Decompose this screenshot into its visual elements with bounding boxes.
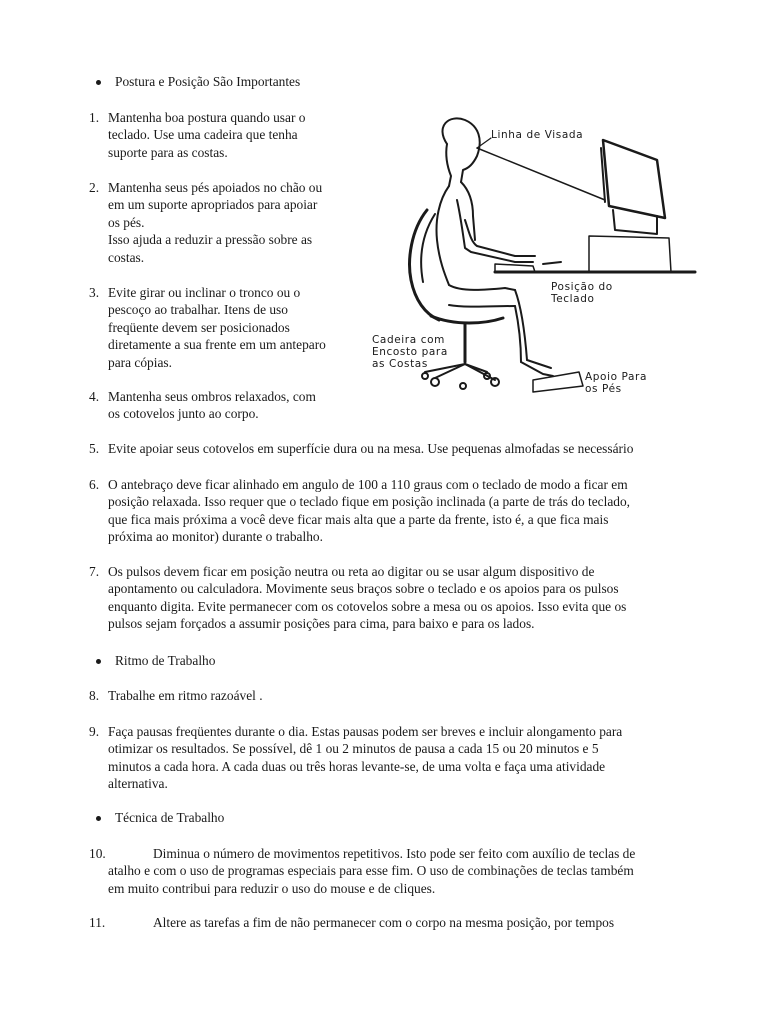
list-item-text: Evite girar ou inclinar o tronco ou o pescoço ao trabalhar. Itens de uso freqüente devem ser posicionados diretamente a sua frente em um anteparo para cópias. (108, 285, 326, 370)
list-item-text: atalho e com o uso de programas especiais para esse fim. O uso de combinações de teclas também em muito contribui para reduzir o uso do mouse e de cliques. (108, 863, 634, 896)
bullet-icon (96, 659, 101, 664)
list-item-text: Trabalhe em ritmo razoável . (108, 688, 263, 703)
list-item-text: O antebraço deve ficar alinhado em angulo de 100 a 110 graus com o teclado de modo a ficar em posição relaxada. Isso requer que o teclado fique em posição inclinada (a parte de trás do teclado, que fica mais próxima a você deve ficar mais alta que a parte da frente, isto é, a que fica mais próxima ao monitor) durante o trabalho. (108, 477, 631, 545)
list-item-text: Mantenha seus pés apoiados no chão ou em um suporte apropriados para apoiar os pés. Isso ajuda a reduzir a pressão sobre as costas. (108, 180, 323, 265)
list-item-text: Mantenha seus ombros relaxados, com os cotovelos junto ao corpo. (108, 389, 316, 422)
bullet-icon (96, 80, 101, 85)
list-item-text: Mantenha boa postura quando usar o teclado. Use uma cadeira que tenha suporte para as costas. (108, 110, 306, 160)
ergonomics-figure (365, 110, 705, 410)
figure-label-chair: Cadeira com Encosto para as Costas (372, 334, 448, 370)
bullet-icon (96, 816, 101, 821)
list-item-text: Os pulsos devem ficar em posição neutra ou reta ao digitar ou se usar algum dispositivo de apontamento ou calculadora. Movimente seus braços sobre o teclado e os apoios para os pulsos enquanto digita. Evite permanecer com os cotovelos sobre a mesa ou os apoios. Isso evita que os pulsos sejam forçados a assumir posições para cima, para baixo e para os lados. (108, 564, 627, 632)
figure-label-keyboard-position: Posição do Teclado (551, 281, 613, 305)
list-item-text: Evite apoiar seus cotovelos em superfície dura ou na mesa. Use pequenas almofadas se necessário (108, 441, 634, 456)
list-item-text: Faça pausas freqüentes durante o dia. Estas pausas podem ser breves e incluir alongamento para otimizar os resultados. Se possível, dê 1 ou 2 minutos de pausa a cada 15 ou 20 minutos e 5 minutos a cada hora. A cada duas ou três horas levante-se, de uma volta e faça uma atividade alternativa. (108, 724, 623, 792)
figure-label-footrest: Apoio Para os Pés (585, 371, 647, 395)
figure-label-line-of-sight: Linha de Visada (491, 129, 584, 141)
